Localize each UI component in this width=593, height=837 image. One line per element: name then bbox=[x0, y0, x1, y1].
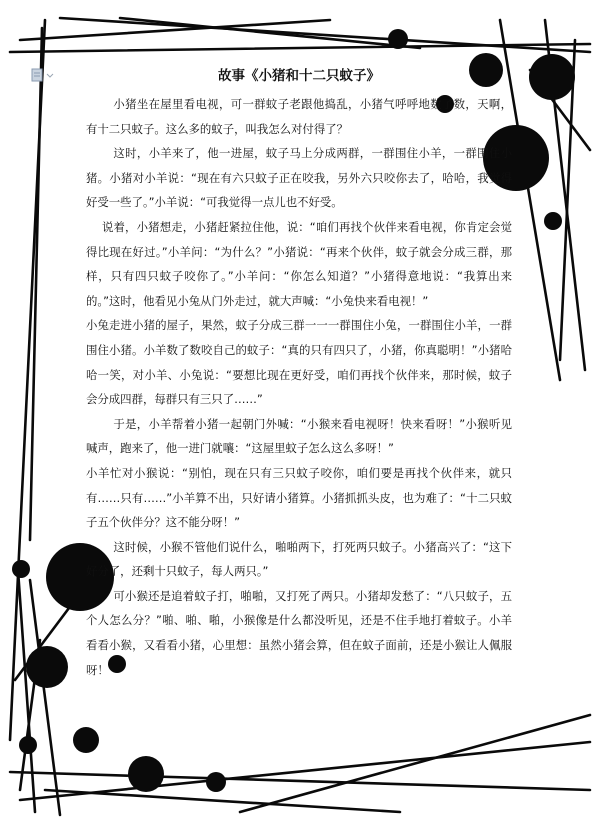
story-paragraph-4: 小兔走进小猪的屋子，果然，蚊子分成三群一一一群围住小兔，一群围住小羊，一群围住小猪。小羊数了数咬自己的蚊子：“真的只有四只了，小猪，你真聪明！”小猪哈哈一笑，对小羊、小兔说：“要想比现在更好受，咱们再找个伙伴来，那时候，蚊子会分成四群，每群只有三只了……” bbox=[86, 318, 512, 407]
story-paragraph-5: 于是，小羊帮着小猪一起朝门外喊：“小猴来看电视呀！快来看呀！”小猴听见喊声，跑来了，他一进门就嚷：“这屋里蚊子怎么这么多呀！” bbox=[86, 416, 512, 456]
story-paragraph-8: 可小猴还是追着蚊子打，啪啪，又打死了两只。小猪却发愁了：“八只蚊子，五个人怎么分？”啪、啪、啪，小猴像是什么都没听见，还是不住手地打着蚊子。小羊看看小猴，又看看小猪，心里想：虽然小猪会算，但在蚊子面前，还是小猴让人佩服呀！ bbox=[86, 588, 512, 677]
story-paragraph-3: 说着，小猪想走，小猪赶紧拉住他，说：“咱们再找个伙伴来看电视，你肯定会觉得比现在好过。”小羊问：“为什么？”小猪说：“再来个伙伴，蚊子就会分成三群，那样，只有四只蚊子咬你了。”小羊问：“你怎么知道？”小猪得意地说：“我算出来的。”这时，他看见小兔从门外走过，就大声喊：“小兔快来看电视！” bbox=[86, 219, 512, 308]
story-paragraph-6: 小羊忙对小猴说：“别怕，现在只有三只蚊子咬你，咱们要是再找个伙伴来，就只有……只有……”小羊算不出，只好请小猪算。小猪抓抓头皮，也为难了：“十二只蚊子五个伙伴分？这不能分呀！” bbox=[86, 465, 512, 530]
story-paragraph-2: 这时，小羊来了，他一进屋，蚊子马上分成两群，一群围住小羊，一群围住小猪。小猪对小羊说：“现在有六只蚊子正在咬我，另外六只咬你去了，哈哈，我觉得好受一些了。”小羊说：“可我觉得一点儿也不好受。 bbox=[86, 146, 512, 210]
story-body bbox=[86, 92, 512, 682]
document-title: 故事《小猪和十二只蚊子》 bbox=[218, 68, 380, 84]
story-paragraph-7: 这时候，小猴不管他们说什么，啪啪两下，打死两只蚊子。小猪高兴了：“这下好分了，还剩十只蚊子，每人两只。” bbox=[86, 539, 512, 579]
story-paragraph-1: 小猪坐在屋里看电视，可一群蚊子老跟他捣乱，小猪气呼呼地数了数，天啊，有十二只蚊子。这么多的蚊子，叫我怎么对付得了？ bbox=[86, 97, 512, 136]
document-icon[interactable] bbox=[31, 67, 57, 83]
